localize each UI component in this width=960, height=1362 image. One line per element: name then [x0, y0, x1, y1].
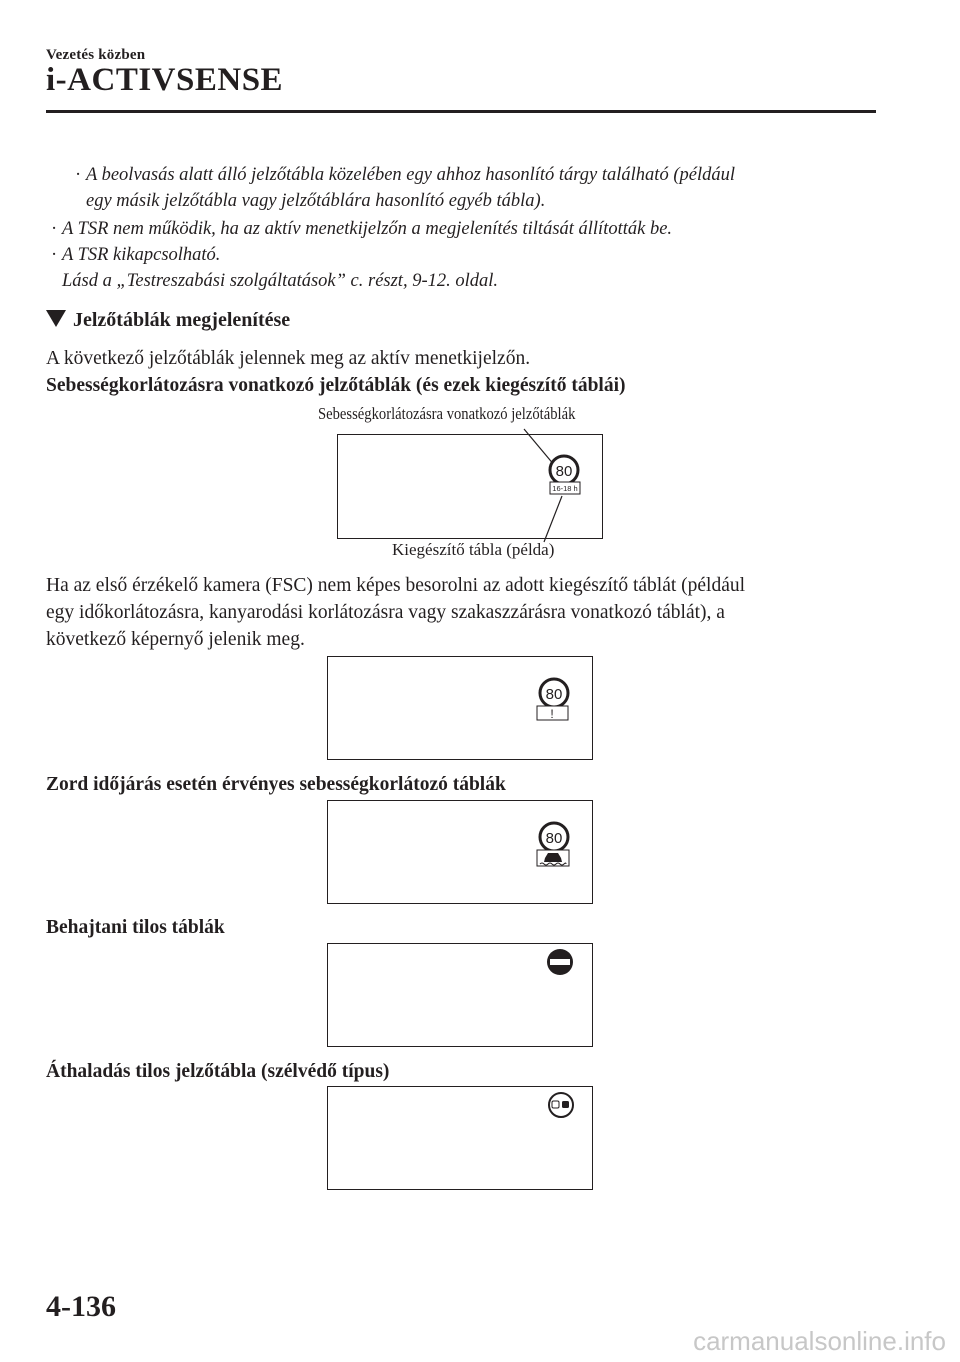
subheading-no-entry: Behajtani tilos táblák: [46, 917, 225, 938]
bullet-line: A beolvasás alatt álló jelzőtábla közelében egy ahhoz hasonlító tárgy található (például: [86, 165, 735, 185]
bullet-line: A TSR nem működik, ha az aktív menetkijelzőn a megjelenítés tiltását állították be.: [62, 219, 673, 239]
paragraph-line: Ha az első érzékelő kamera (FSC) nem képes besorolni az adott kiegészítő táblát (például: [46, 575, 746, 596]
intro-text: A következő jelzőtáblák jelennek meg az aktív menetkijelzőn.: [46, 348, 531, 369]
subheading-speed-signs: Sebességkorlátozásra vonatkozó jelzőtáblák (és ezek kiegészítő táblái): [46, 375, 626, 396]
bullet-line: egy másik jelzőtábla vagy jelzőtáblára hasonlító egyéb tábla).: [86, 191, 546, 211]
no-passing-icon: [549, 1093, 573, 1117]
section-title: Vezetés közben: [46, 47, 146, 63]
callout-speed-sign: Sebességkorlátozásra vonatkozó jelzőtáblák: [318, 404, 576, 423]
bullet-line: A TSR kikapcsolható.: [62, 245, 221, 265]
supplement-text-1: 16-18 h: [552, 484, 578, 493]
section-heading-text: Jelzőtáblák megjelenítése: [73, 309, 291, 331]
bullet-dot: ·: [51, 245, 58, 265]
paragraph-line: egy időkorlátozásra, kanyarodási korlátozásra vagy szakaszzárásra vonatkozó táblát), a: [46, 602, 725, 623]
watermark: carmanualsonline.info: [693, 1326, 946, 1356]
paragraph-line: következő képernyő jelenik meg.: [46, 629, 305, 650]
speed-value-1: 80: [555, 463, 573, 480]
subheading-no-passing: Áthaladás tilos jelzőtábla (szélvédő típus): [46, 1061, 390, 1082]
callout-supplement: Kiegészítő tábla (példa): [392, 540, 555, 559]
supplement-text-2: !: [550, 707, 554, 721]
page-number: 4-136: [46, 1290, 116, 1323]
bullet-dot: ·: [75, 165, 82, 185]
bullet-line: Lásd a „Testreszabási szolgáltatások” c. részt, 9-12. oldal.: [62, 271, 499, 291]
chapter-title: i-ACTIVSENSE: [46, 62, 284, 98]
speed-value-2: 80: [545, 686, 563, 703]
bullet-dot: ·: [51, 219, 58, 239]
speed-value-3: 80: [545, 830, 563, 847]
subheading-bad-weather: Zord időjárás esetén érvényes sebességkorlátozó táblák: [46, 774, 506, 795]
